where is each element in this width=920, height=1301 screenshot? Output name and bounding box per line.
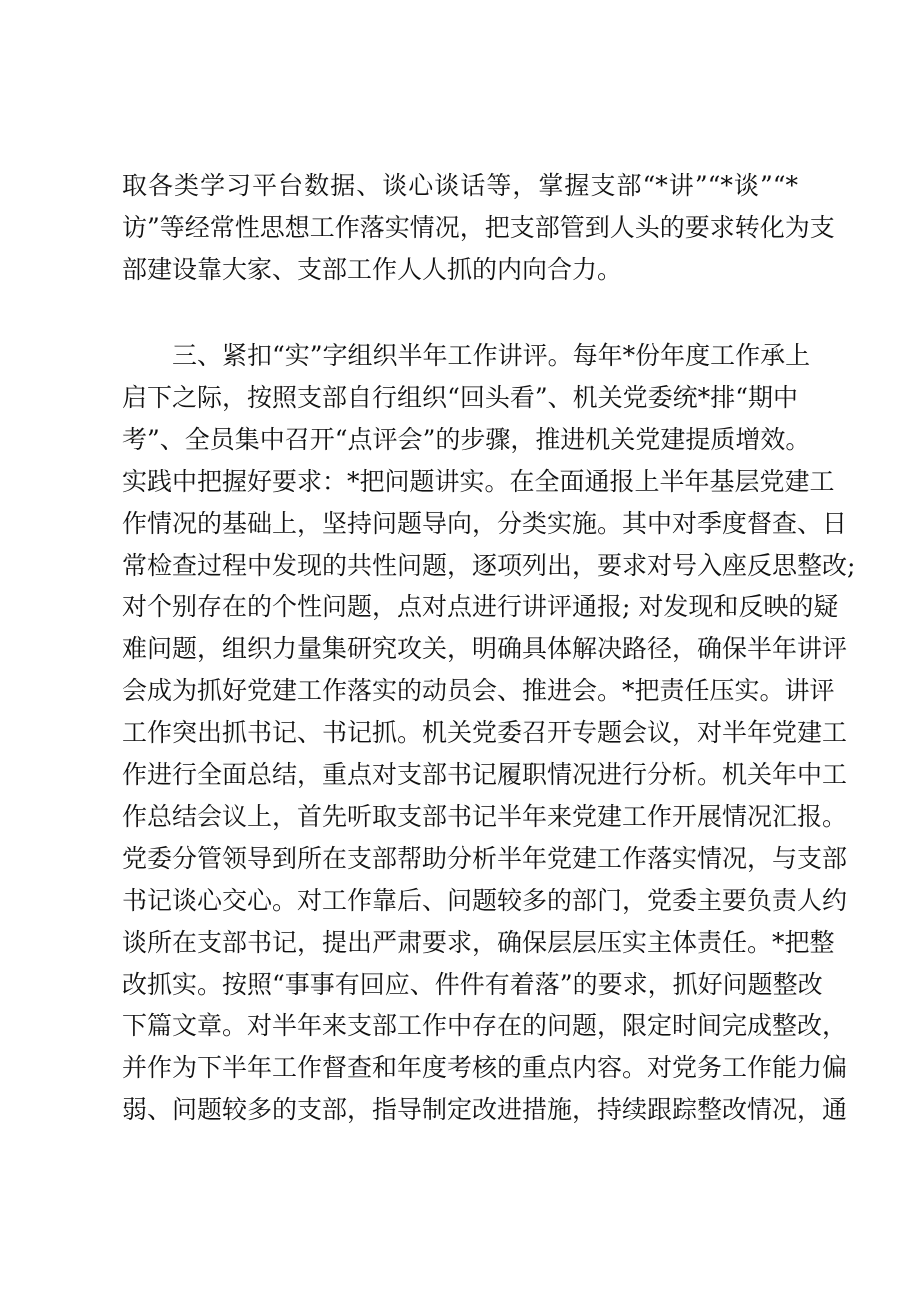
text-line: 并作为下半年工作督查和年度考核的重点内容。对党务工作能力偏: [122, 1053, 848, 1083]
text-line: 考”、全员集中召开“点评会”的步骤，推进机关党建提质增效。: [122, 424, 811, 454]
text-line: 对个别存在的个性问题，点对点进行讲评通报; 对发现和反映的疑: [122, 592, 839, 622]
text-line: 启下之际，按照支部自行组织“回头看”、机关党委统*排“期中: [122, 382, 798, 412]
text-line: 作总结会议上，首先听取支部书记半年来党建工作开展情况汇报。: [122, 801, 848, 831]
text-line: 常检查过程中发现的共性问题，逐项列出，要求对号入座反思整改;: [122, 550, 856, 580]
text-line: 部建设靠大家、支部工作人人抓的内向合力。: [122, 255, 623, 284]
text-line: 访”等经常性思想工作落实情况，把支部管到人头的要求转化为支: [122, 213, 835, 242]
text-line: 难问题，组织力量集研究攻关，明确具体解决路径，确保半年讲评: [122, 634, 848, 664]
text-line: 会成为抓好党建工作落实的动员会、推进会。*把责任压实。讲评: [122, 676, 835, 706]
text-line: 党委分管领导到所在支部帮助分析半年党建工作落实情况，与支部: [122, 843, 848, 873]
text-line: 取各类学习平台数据、谈心谈话等，掌握支部“*讲”“*谈”“*: [122, 171, 798, 200]
text-line: 谈所在支部书记，提出严肃要求，确保层层压实主体责任。*把整: [122, 927, 835, 957]
text-line: 作进行全面总结，重点对支部书记履职情况进行分析。机关年中工: [122, 760, 848, 789]
text-line: 改抓实。按照“事事有回应、件件有着落”的要求，抓好问题整改: [122, 969, 823, 999]
text-line: 下篇文章。对半年来支部工作中存在的问题，限定时间完成整改，: [122, 1011, 848, 1041]
section-heading-line: 三、紧扣“实”字组织半年工作讲评。每年*份年度工作承上: [172, 341, 811, 370]
text-line: 弱、问题较多的支部，指导制定改进措施，持续跟踪整改情况，通: [122, 1095, 848, 1125]
text-line: 书记谈心交心。对工作靠后、问题较多的部门，党委主要负责人约: [122, 885, 848, 915]
text-line: 工作突出抓书记、书记抓。机关党委召开专题会议，对半年党建工: [122, 718, 848, 748]
text-line: 实践中把握好要求：*把问题讲实。在全面通报上半年基层党建工: [122, 466, 835, 496]
text-line: 作情况的基础上，坚持问题导向，分类实施。其中对季度督查、日: [122, 508, 848, 538]
